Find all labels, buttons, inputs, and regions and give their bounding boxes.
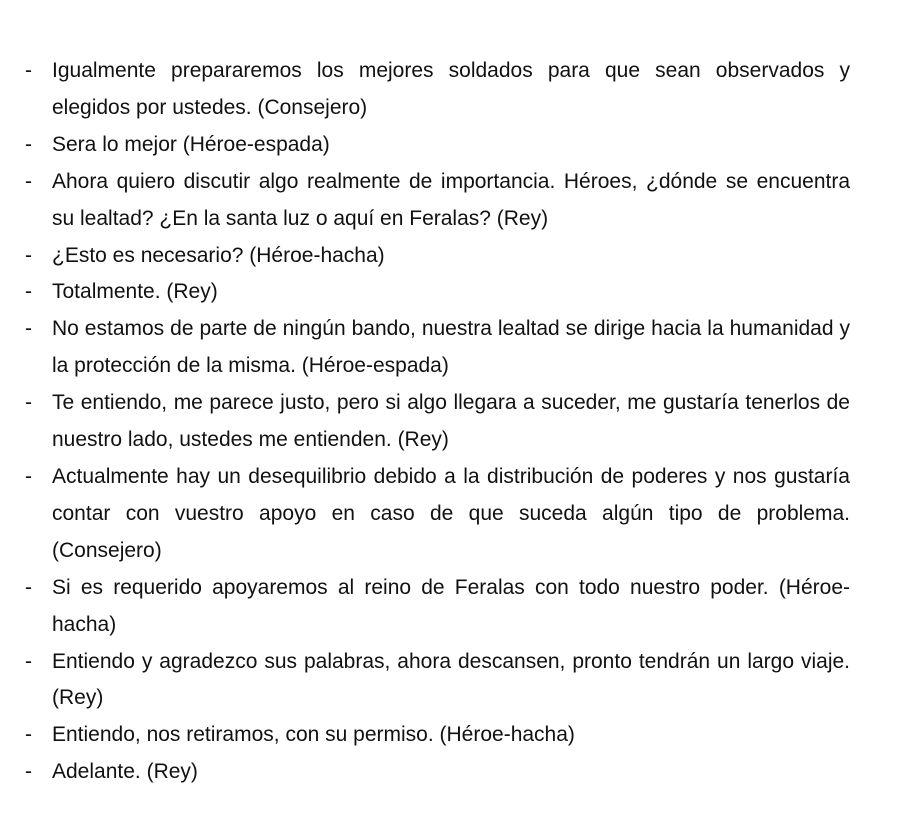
list-dash: - bbox=[25, 59, 32, 82]
dialogue-line bbox=[0, 644, 902, 718]
list-dash: - bbox=[25, 649, 32, 673]
dialogue-text: Adelante. (Rey) bbox=[52, 760, 198, 784]
dialogue-line bbox=[0, 754, 902, 791]
list-dash: - bbox=[25, 169, 32, 193]
dialogue-text: Te entiendo, me parece justo, pero si algo llegara a suceder, me gustaría tenerlos de nuestro lado, ustedes me entienden. (Rey) bbox=[52, 391, 850, 452]
dialogue-text: Actualmente hay un desequilibrio debido a la distribución de poderes y nos gustaría contar con vuestro apoyo en caso de que suceda algún tipo de problema. (Consejero) bbox=[52, 464, 850, 562]
list-dash: - bbox=[25, 317, 32, 341]
dialogue-text: Ahora quiero discutir algo realmente de importancia. Héroes, ¿dónde se encuentra su lealtad? ¿En la santa luz o aquí en Feralas? (Rey) bbox=[52, 169, 850, 230]
dialogue-text: Entiendo, nos retiramos, con su permiso. (Héroe-hacha) bbox=[52, 723, 575, 747]
dialogue-line bbox=[0, 311, 902, 385]
dialogue-text: Sera lo mejor (Héroe-espada) bbox=[52, 132, 330, 156]
list-dash: - bbox=[25, 760, 32, 784]
dialogue-line bbox=[0, 459, 902, 570]
dialogue-text: Entiendo y agradezco sus palabras, ahora descansen, pronto tendrán un largo viaje. (Rey) bbox=[52, 649, 850, 710]
dialogue-line bbox=[0, 238, 902, 275]
dialogue-line bbox=[0, 53, 902, 127]
dialogue-text: Totalmente. (Rey) bbox=[52, 280, 218, 304]
list-dash: - bbox=[25, 464, 32, 488]
dialogue-text: Igualmente prepararemos los mejores soldados para que sean observados y elegidos por ustedes. (Consejero) bbox=[52, 59, 850, 119]
list-dash: - bbox=[25, 391, 32, 415]
list-dash: - bbox=[25, 723, 32, 747]
dialogue-line bbox=[0, 385, 902, 459]
document-page bbox=[0, 53, 902, 791]
list-dash: - bbox=[25, 243, 32, 267]
dialogue-list bbox=[0, 53, 902, 791]
list-dash: - bbox=[25, 132, 32, 156]
dialogue-text: No estamos de parte de ningún bando, nuestra lealtad se dirige hacia la humanidad y la protección de la misma. (Héroe-espada) bbox=[52, 317, 850, 378]
dialogue-line bbox=[0, 164, 902, 238]
list-dash: - bbox=[25, 280, 32, 304]
dialogue-text: ¿Esto es necesario? (Héroe-hacha) bbox=[52, 243, 385, 267]
dialogue-line bbox=[0, 570, 902, 644]
dialogue-line bbox=[0, 717, 902, 754]
dialogue-text: Si es requerido apoyaremos al reino de Feralas con todo nuestro poder. (Héroe-hacha) bbox=[52, 575, 850, 636]
list-dash: - bbox=[25, 575, 32, 599]
dialogue-line bbox=[0, 127, 902, 164]
dialogue-line bbox=[0, 274, 902, 311]
